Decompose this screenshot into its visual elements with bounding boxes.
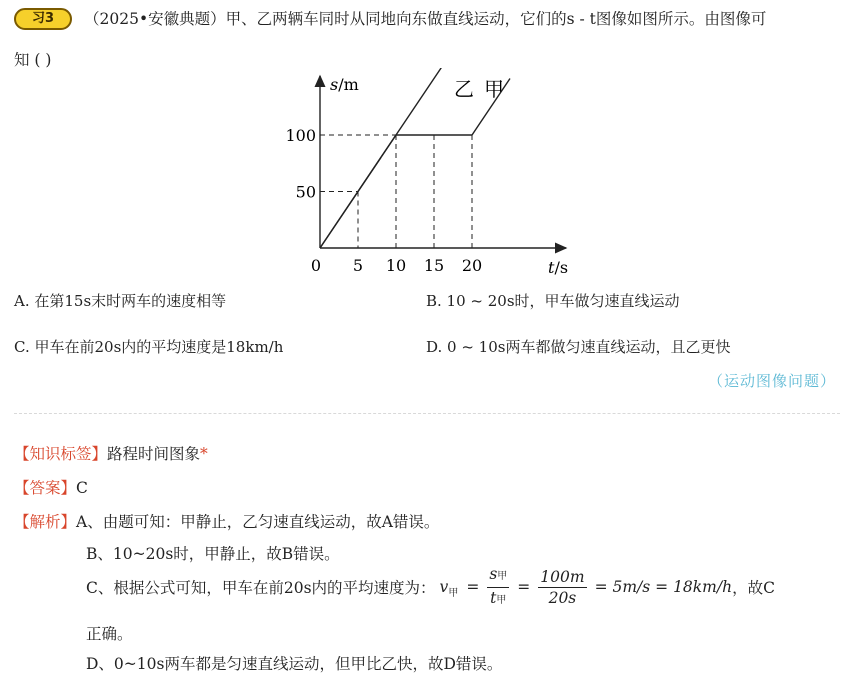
series-label-yi: 乙 (454, 77, 474, 101)
analysis-d: D、0~10s两车都是匀速直线运动，但甲比乙快，故D错误。 (86, 655, 503, 673)
st-graph (270, 68, 600, 278)
option-c: C. 甲车在前20s内的平均速度是18km/h (14, 338, 284, 356)
analysis-a: A、由题可知：甲静止，乙匀速直线运动，故A错误。 (76, 513, 440, 531)
x-tick-label: 10 (385, 256, 407, 275)
analysis-c-frac-num: s (489, 564, 498, 583)
question-number-badge: 习3 (14, 8, 72, 30)
analysis-c-frac-den-sub: 甲 (496, 594, 507, 606)
series-line-jia (320, 79, 510, 249)
analysis-c-fraction-numeric (538, 567, 586, 608)
analysis-c-eq1: = (466, 578, 480, 596)
analysis-c-frac2-den: 20s (548, 588, 577, 607)
y-tick-label: 100 (285, 126, 316, 145)
category-hint: （运动图像问题） (707, 372, 836, 390)
knowledge-tag-value: 路程时间图象 (107, 445, 201, 463)
series-label-jia: 甲 (484, 77, 504, 101)
question-stem-line2: 知 ( ) (14, 51, 52, 69)
analysis-c-v-sub: 甲 (448, 587, 459, 599)
analysis-c-frac-num-sub: 甲 (497, 570, 508, 582)
y-tick-label: 50 (295, 182, 316, 202)
x-tick-label: 15 (423, 256, 445, 275)
analysis-label: 【解析】 (14, 513, 77, 531)
knowledge-star: * (200, 445, 208, 463)
option-d: D. 0 ~ 10s两车都做匀速直线运动，且乙更快 (426, 338, 731, 356)
analysis-c-pre: C、根据公式可知，甲车在前20s内的平均速度为： (86, 579, 436, 597)
answer-row (14, 476, 88, 498)
analysis-c-v: v (439, 578, 449, 596)
question-stem-line1: （2025•安徽典题）甲、乙两辆车同时从同地向东做直线运动，它们的s - t图像如图所示。由图像可 (84, 10, 767, 28)
analysis-c-frac-den: t (490, 588, 497, 607)
option-b: B. 10 ~ 20s时，甲车做匀速直线运动 (426, 292, 680, 310)
knowledge-tag-label: 【知识标签】 (14, 445, 108, 463)
x-axis-label: t/s (548, 258, 569, 277)
y-axis-label: s/m (330, 75, 359, 94)
analysis-b: B、10~20s时，甲静止，故B错误。 (86, 545, 340, 563)
answer-label: 【答案】 (14, 479, 77, 497)
analysis-c-eq2: = (517, 578, 531, 596)
analysis-c-post: ，故C (732, 579, 775, 597)
analysis-c-frac2-num: 100m (540, 567, 585, 586)
x-tick-label: 20 (461, 256, 483, 275)
analysis-row-a (14, 510, 439, 532)
analysis-c-line2: 正确。 (86, 625, 133, 643)
answer-value: C (76, 479, 88, 497)
option-a: A. 在第15s末时两车的速度相等 (14, 292, 227, 310)
analysis-c-result: = 5m/s = 18km/h (594, 578, 733, 596)
x-tick-label: 5 (352, 256, 364, 275)
section-divider (14, 413, 840, 414)
analysis-c-row (86, 562, 775, 612)
x-tick-label: 0 (310, 256, 322, 275)
knowledge-tag-row (14, 442, 208, 464)
analysis-c-fraction-symbolic (487, 564, 509, 611)
